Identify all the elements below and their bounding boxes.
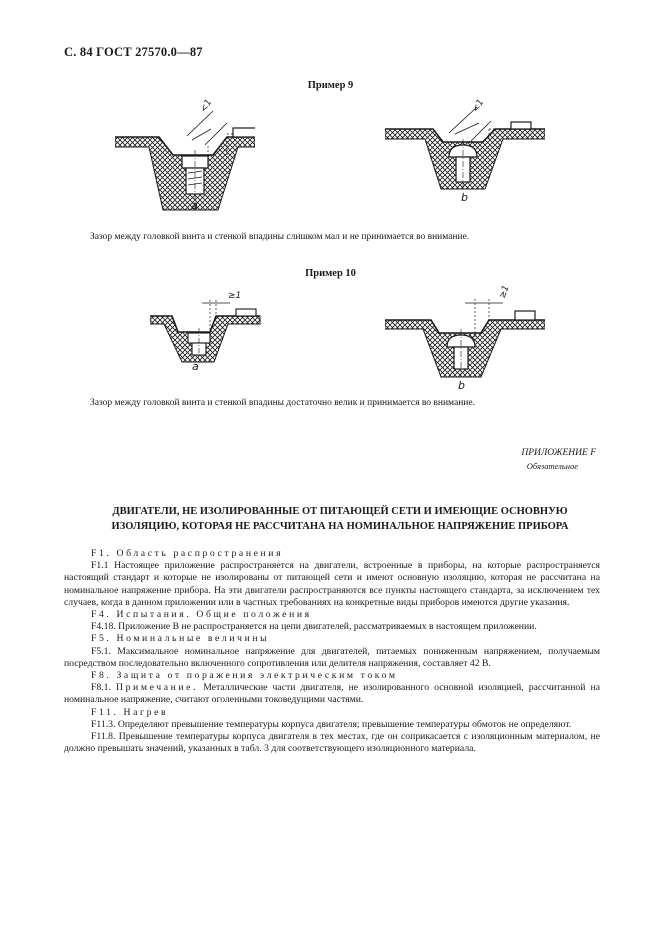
figure-10b xyxy=(385,285,545,385)
para-f8-1-note: Примечание. xyxy=(116,682,199,694)
figure-9a xyxy=(115,95,255,215)
fig-9b-label: b xyxy=(461,191,468,204)
para-f11-3: F11.3. Определяют превышение температуры корпуса двигателя; превышение температуры обмоток не определяют. xyxy=(91,718,572,730)
para-f5-1: F5.1. Максимальное номинальное напряжение для двигателей, питаемых пониженным напряжением, получаемым посредством последовательно включенного сопротивления или делителя напряжения, составляет 42 В. xyxy=(64,645,600,669)
para-f4-18: F4.18. Приложение B не распространяется на цепи двигателей, рассматриваемых в настоящем приложении. xyxy=(91,621,537,633)
appendix-body xyxy=(64,548,600,755)
para-f8-1 xyxy=(64,682,600,706)
section-f4: F4. Испытания. Общие положения xyxy=(91,609,312,621)
section-f8: F8. Защита от поражения электрическим током xyxy=(91,670,398,682)
page-header: С. 84 ГОСТ 27570.0—87 xyxy=(64,45,203,59)
para-f11-8: F11.8. Превышение температуры корпуса двигателя в тех местах, где он соприкасается с изоляционным материалом, не должно превышать значений, указанных в табл. 3 для соответствующего изоляционного материала. xyxy=(64,731,600,755)
section-f5: F5. Номинальные величины xyxy=(91,633,270,645)
example-10-caption: Зазор между головкой винта и стенкой впадины достаточно велик и принимается во внимание. xyxy=(90,398,475,408)
fig-9a-dimension: <1 xyxy=(198,97,215,115)
para-f8-1-text: Металлические части двигателя, не изолированного основной изоляцией, рассчитанной на номинальное напряжение, считают оголенными токоведущими частями. xyxy=(64,682,601,706)
section-f1: F1. Область распространения xyxy=(91,548,284,559)
appendix-heading: ДВИГАТЕЛИ, НЕ ИЗОЛИРОВАННЫЕ ОТ ПИТАЮЩЕЙ СЕТИ И ИМЕЮЩИЕ ОСНОВНУЮ ИЗОЛЯЦИЮ, КОТОРАЯ НЕ РАССЧИТАНА НА НОМИНАЛЬНОЕ НАПРЯЖЕНИЕ ПРИБОРА xyxy=(111,506,569,532)
example-9-caption: Зазор между головкой винта и стенкой впадины слишком мал и не принимается во внимание. xyxy=(90,232,470,242)
fig-10a-label: a xyxy=(192,360,199,373)
figure-10a xyxy=(150,290,265,370)
example-9-title: Пример 9 xyxy=(307,80,354,91)
para-f8-1-number: F8.1. xyxy=(91,682,111,694)
appendix-status: Обязательное xyxy=(526,461,578,471)
fig-9b-dimension: <1 xyxy=(470,97,487,115)
fig-10b-label: b xyxy=(458,379,465,392)
appendix-title: ПРИЛОЖЕНИЕ F xyxy=(521,448,596,458)
para-f1-1: F1.1 Настоящее приложение распространяется на двигатели, встроенные в приборы, на которые распространяется настоящий стандарт и которые не изолированы от питающей сети и имеют основную изоляцию, которая не рассчитана на номинальное напряжение прибора. На эти двигатели распространяются все пункты настоящего стандарта, за исключением тех случаев, когда в данном приложении или в частных требованиях на конкретные виды приборов имеются другие указания. xyxy=(64,560,600,608)
section-f11: F11. Нагрев xyxy=(91,706,169,718)
figure-9b xyxy=(385,95,545,195)
fig-9a-label: a xyxy=(191,199,198,212)
example-10-title: Пример 10 xyxy=(305,268,356,279)
fig-10a-dimension: ≥1 xyxy=(228,291,242,301)
fig-10b-dimension: ≥1 xyxy=(497,284,512,300)
